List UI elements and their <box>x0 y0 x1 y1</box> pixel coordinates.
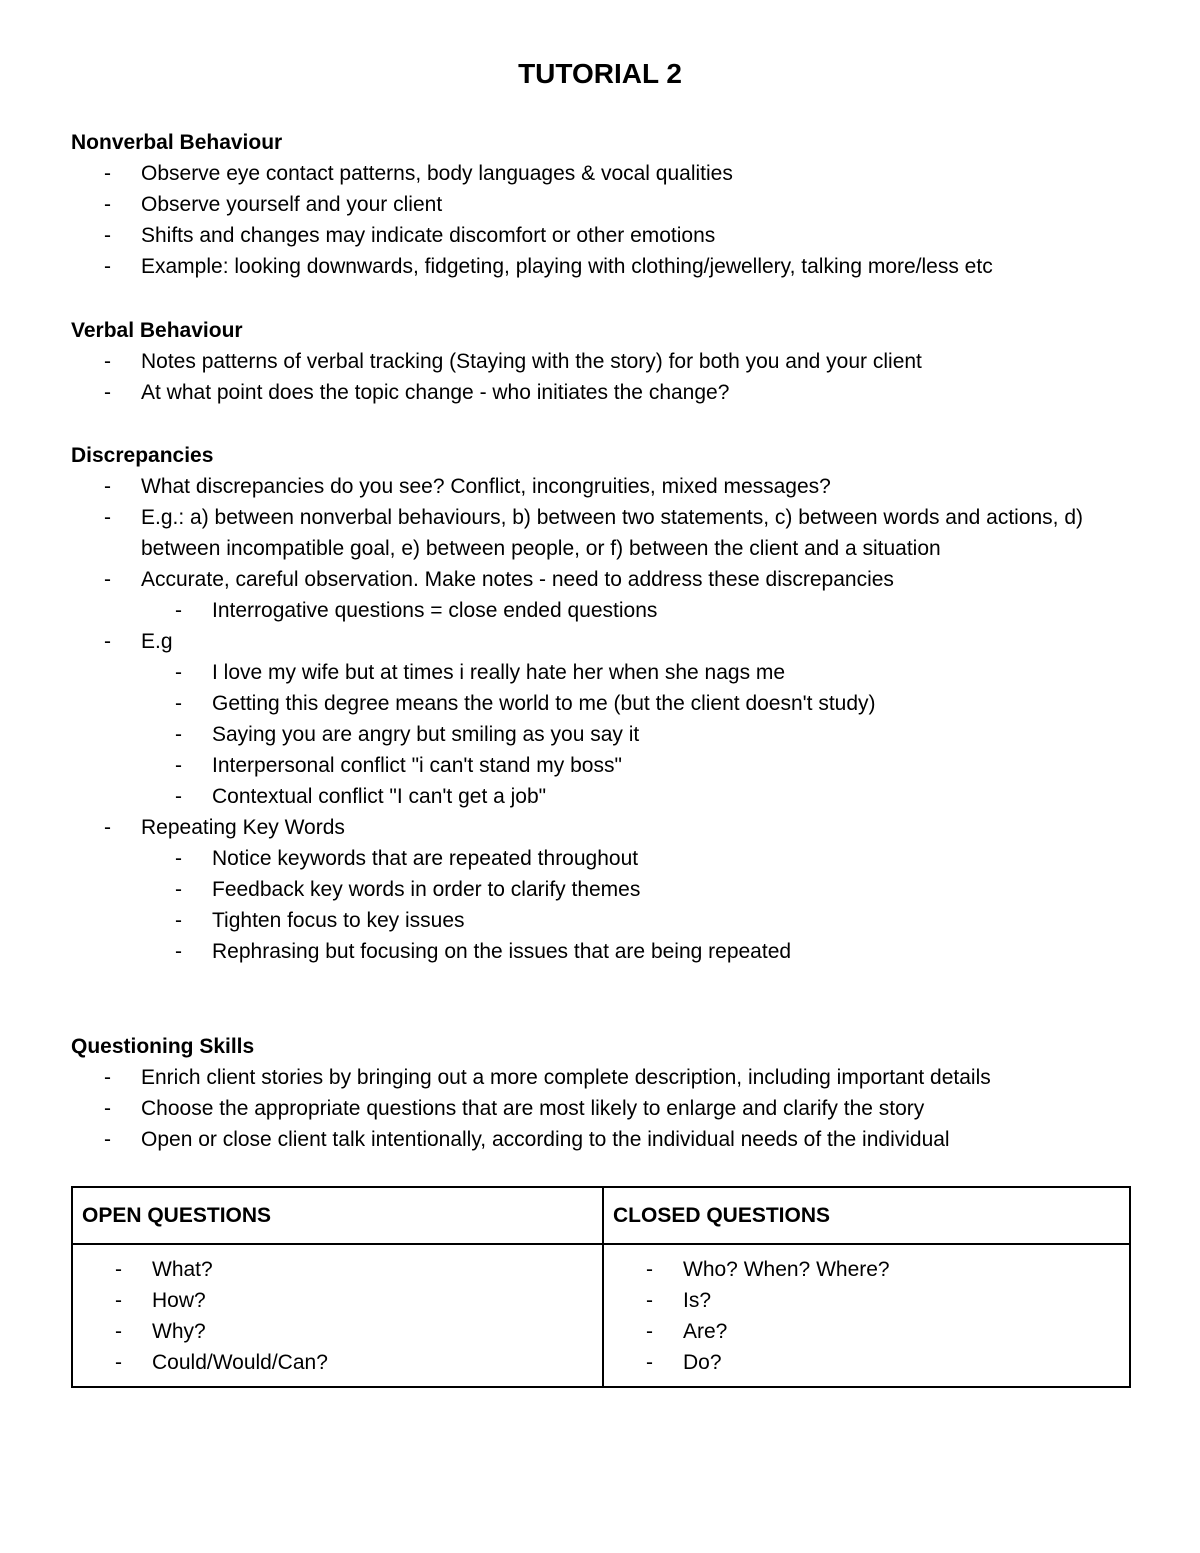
section-heading: Discrepancies <box>71 444 214 467</box>
sub-list-item: - Getting this degree means the world to me (but the client doesn't study) <box>71 688 1131 719</box>
list-item: - Is? <box>604 1285 1129 1316</box>
bullet-dash: - <box>104 255 111 278</box>
list-item: - Example: looking downwards, fidgeting, playing with clothing/jewellery, talking more/less etc <box>71 251 1131 282</box>
list-item: - Repeating Key Words <box>71 812 1131 843</box>
section-questioning-skills <box>71 1031 1131 1155</box>
questions-table <box>71 1186 1131 1388</box>
sub-list-item: - Interpersonal conflict "i can't stand my boss" <box>71 750 1131 781</box>
bullet-dash: - <box>104 350 111 373</box>
bullet-dash: - <box>646 1258 653 1281</box>
list-item: - What discrepancies do you see? Conflict, incongruities, mixed messages? <box>71 471 1131 502</box>
section-verbal-behaviour <box>71 315 1131 408</box>
bullet-dash: - <box>175 661 182 684</box>
bullet-dash: - <box>104 568 111 591</box>
section-heading: Questioning Skills <box>71 1035 255 1058</box>
sub-list-item: - Feedback key words in order to clarify themes <box>71 874 1131 905</box>
bullet-dash: - <box>104 193 111 216</box>
bullet-dash: - <box>104 630 111 653</box>
list-item: - Choose the appropriate questions that are most likely to enlarge and clarify the story <box>71 1093 1131 1124</box>
list-item: - Enrich client stories by bringing out a more complete description, including important details <box>71 1062 1131 1093</box>
list-item: - Are? <box>604 1316 1129 1347</box>
bullet-list <box>71 1062 1131 1155</box>
bullet-list <box>71 346 1131 408</box>
sub-list-item: - Tighten focus to key issues <box>71 905 1131 936</box>
section-heading: Nonverbal Behaviour <box>71 131 283 154</box>
bullet-list <box>71 158 1131 282</box>
section-nonverbal-behaviour <box>71 127 1131 282</box>
list-item: - Who? When? Where? <box>604 1254 1129 1285</box>
document-title: TUTORIAL 2 <box>518 58 682 89</box>
list-item: - Could/Would/Can? <box>73 1347 602 1378</box>
bullet-dash: - <box>175 754 182 777</box>
open-questions-column <box>73 1188 604 1386</box>
list-item: - Notes patterns of verbal tracking (Staying with the story) for both you and your client <box>71 346 1131 377</box>
list-item: - Open or close client talk intentionally, according to the individual needs of the individual <box>71 1124 1131 1155</box>
sub-list-item: - Saying you are angry but smiling as you say it <box>71 719 1131 750</box>
bullet-dash: - <box>175 909 182 932</box>
bullet-dash: - <box>646 1351 653 1374</box>
bullet-dash: - <box>104 1097 111 1120</box>
bullet-dash: - <box>104 381 111 404</box>
sub-list-item: - Contextual conflict "I can't get a job" <box>71 781 1131 812</box>
bullet-dash: - <box>104 1128 111 1151</box>
list-item: - At what point does the topic change - who initiates the change? <box>71 377 1131 408</box>
bullet-dash: - <box>175 847 182 870</box>
table-header-open-questions: OPEN QUESTIONS <box>73 1188 602 1245</box>
bullet-dash: - <box>646 1320 653 1343</box>
bullet-dash: - <box>175 785 182 808</box>
bullet-dash: - <box>115 1289 122 1312</box>
list-item: - E.g.: a) between nonverbal behaviours, b) between two statements, c) between words and actions, d) between incompatible goal, e) between people, or f) between the client and a situation <box>71 502 1131 564</box>
sub-list-item: - Notice keywords that are repeated throughout <box>71 843 1131 874</box>
bullet-dash: - <box>115 1351 122 1374</box>
bullet-dash: - <box>104 816 111 839</box>
list-item: - Do? <box>604 1347 1129 1378</box>
bullet-dash: - <box>104 162 111 185</box>
sub-list-item: - I love my wife but at times i really hate her when she nags me <box>71 657 1131 688</box>
list-item: - Shifts and changes may indicate discomfort or other emotions <box>71 220 1131 251</box>
section-heading: Verbal Behaviour <box>71 319 243 342</box>
bullet-dash: - <box>104 506 111 529</box>
list-item: - How? <box>73 1285 602 1316</box>
list-item: - Observe eye contact patterns, body languages & vocal qualities <box>71 158 1131 189</box>
bullet-list <box>71 471 1131 967</box>
list-item: - Observe yourself and your client <box>71 189 1131 220</box>
bullet-dash: - <box>175 599 182 622</box>
bullet-dash: - <box>175 878 182 901</box>
list-item: - E.g <box>71 626 1131 657</box>
bullet-dash: - <box>115 1320 122 1343</box>
list-item: - Accurate, careful observation. Make notes - need to address these discrepancies <box>71 564 1131 595</box>
bullet-dash: - <box>104 1066 111 1089</box>
table-header-closed-questions: CLOSED QUESTIONS <box>604 1188 1129 1245</box>
bullet-dash: - <box>175 692 182 715</box>
bullet-dash: - <box>175 723 182 746</box>
section-discrepancies <box>71 440 1131 967</box>
list-item: - What? <box>73 1254 602 1285</box>
table-cell-open-questions <box>73 1245 602 1378</box>
bullet-dash: - <box>115 1258 122 1281</box>
list-item: - Why? <box>73 1316 602 1347</box>
closed-questions-column <box>604 1188 1129 1386</box>
bullet-dash: - <box>104 475 111 498</box>
bullet-dash: - <box>104 224 111 247</box>
sub-list-item: - Rephrasing but focusing on the issues that are being repeated <box>71 936 1131 967</box>
bullet-dash: - <box>646 1289 653 1312</box>
table-cell-closed-questions <box>604 1245 1129 1378</box>
bullet-dash: - <box>175 940 182 963</box>
sub-list-item: - Interrogative questions = close ended questions <box>71 595 1131 626</box>
